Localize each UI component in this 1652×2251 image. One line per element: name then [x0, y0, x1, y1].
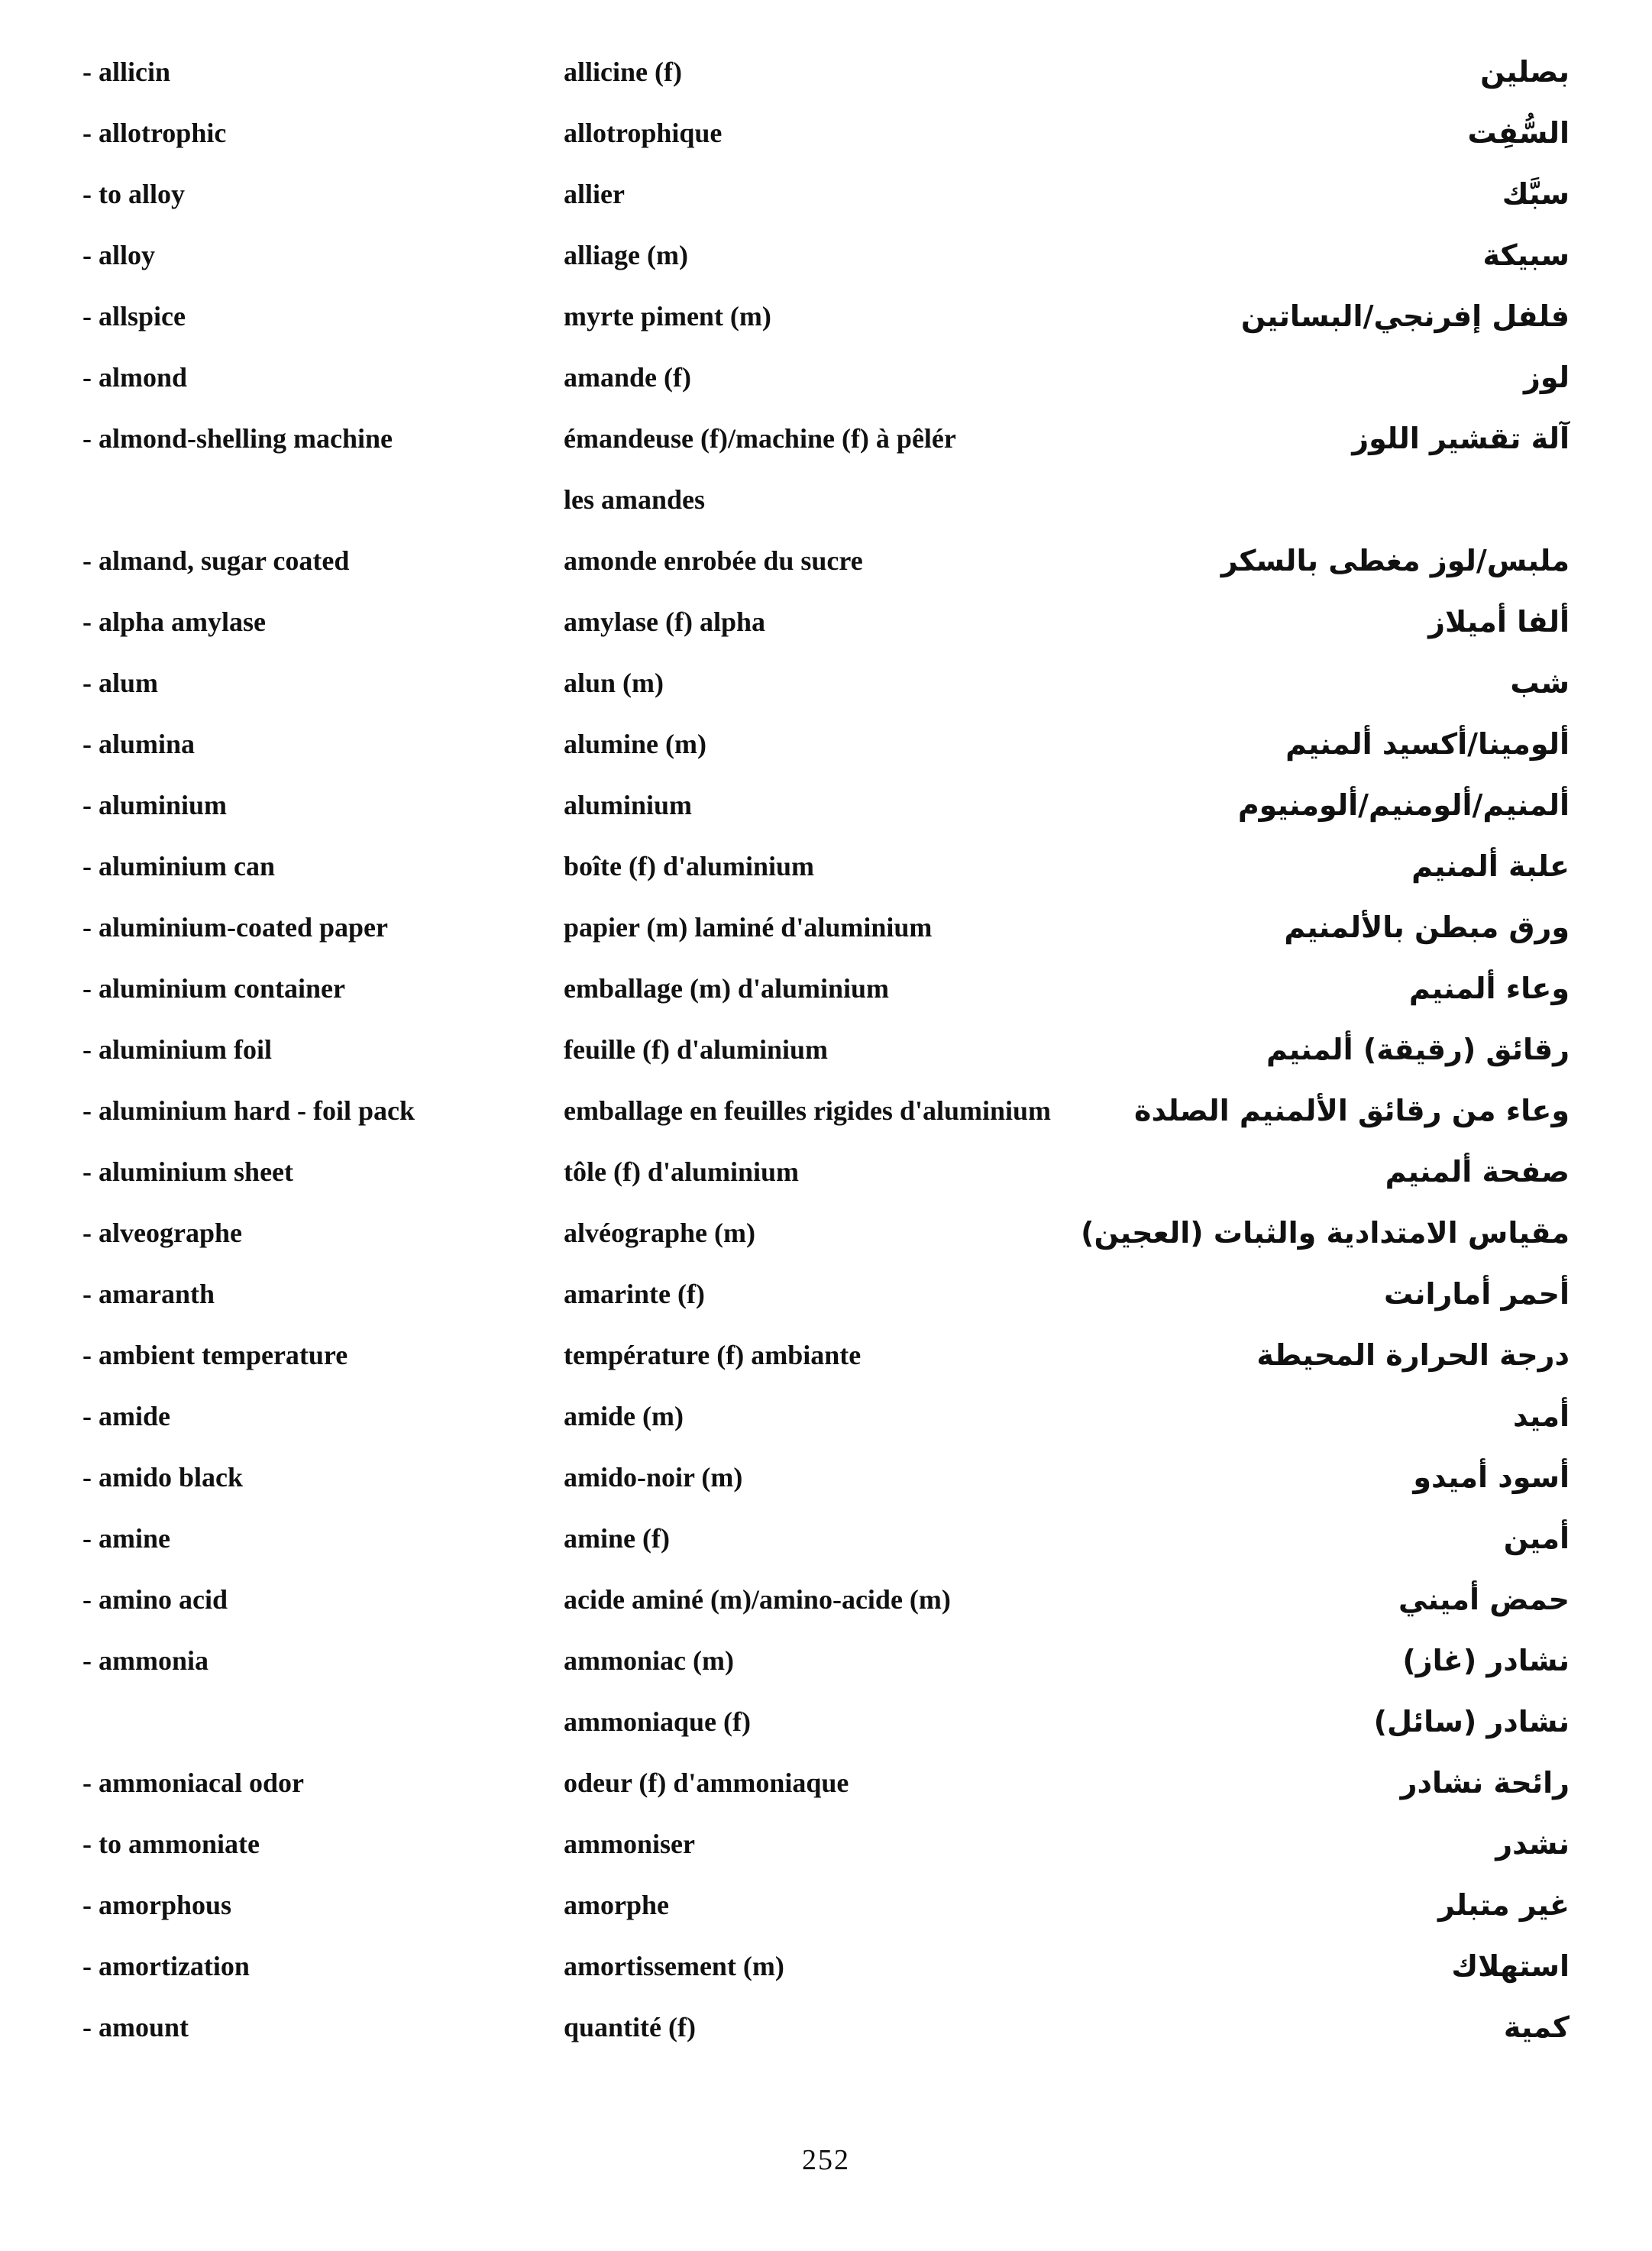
english-term: - alumina: [82, 729, 196, 759]
arabic-term: استهلاك: [1451, 1949, 1570, 1983]
french-term: émandeuse (f)/machine (f) à pêlér: [564, 423, 956, 454]
arabic-term: شب: [1510, 666, 1570, 700]
french-term: emballage (m) d'aluminium: [564, 973, 890, 1004]
french-term: amido-noir (m): [564, 1462, 743, 1493]
glossary-row: [0, 1630, 1652, 1691]
french-term: allier: [564, 179, 625, 209]
english-term: - amide: [82, 1401, 170, 1431]
glossary-row: [0, 408, 1652, 469]
arabic-term: نشدر: [1495, 1827, 1570, 1861]
glossary-row: [0, 163, 1652, 225]
glossary-row: [0, 1019, 1652, 1080]
english-term: - amine: [82, 1523, 170, 1554]
glossary-row: [0, 591, 1652, 652]
arabic-term: علبة ألمنيم: [1411, 849, 1570, 883]
english-term: - alum: [82, 668, 158, 698]
glossary-row: [0, 958, 1652, 1019]
french-term: alun (m): [564, 668, 664, 698]
glossary-row: [0, 102, 1652, 163]
english-term: - aluminium: [82, 790, 228, 820]
english-term: - alveographe: [82, 1218, 242, 1248]
french-term: amarinte (f): [564, 1279, 705, 1309]
english-term: - ambient temperature: [82, 1340, 348, 1370]
french-term: amonde enrobée du sucre: [564, 545, 863, 576]
glossary-row: [0, 775, 1652, 836]
french-term: feuille (f) d'aluminium: [564, 1034, 829, 1065]
english-term: - amortization: [82, 1951, 250, 1981]
french-term: ammoniaque (f): [564, 1706, 751, 1737]
arabic-term: بصلين: [1480, 55, 1570, 89]
english-term: - almond-shelling machine: [82, 423, 393, 454]
arabic-term: أميد: [1512, 1399, 1570, 1433]
arabic-term: حمض أميني: [1398, 1583, 1570, 1616]
french-term: boîte (f) d'aluminium: [564, 851, 815, 881]
english-term: - allotrophic: [82, 118, 227, 148]
arabic-term: ورق مبطن بالألمنيم: [1284, 910, 1570, 944]
english-term: - aluminium sheet: [82, 1156, 294, 1187]
french-term: myrte piment (m): [564, 301, 771, 332]
arabic-term: ملبس/لوز مغطى بالسكر: [1220, 544, 1570, 577]
french-term: aluminium: [564, 790, 693, 820]
english-term: - aluminium hard - foil pack: [82, 1095, 415, 1126]
arabic-term: رائحة نشادر: [1400, 1766, 1570, 1800]
arabic-term: أسود أميدو: [1413, 1460, 1570, 1494]
french-term: allotrophique: [564, 118, 723, 148]
english-term: - amaranth: [82, 1279, 215, 1309]
french-term: amortissement (m): [564, 1951, 784, 1981]
french-term: amylase (f) alpha: [564, 606, 765, 637]
arabic-term: صفحة ألمنيم: [1385, 1155, 1570, 1189]
french-term: quantité (f): [564, 2012, 696, 2042]
glossary-row: [0, 1386, 1652, 1447]
arabic-term: مقياس الامتدادية والثبات (العجين): [1081, 1216, 1570, 1250]
glossary-row: [0, 836, 1652, 897]
french-term: amine (f): [564, 1523, 670, 1554]
page-number: 252: [802, 2144, 850, 2176]
french-term: acide aminé (m)/amino-acide (m): [564, 1584, 951, 1615]
glossary-row: [0, 1936, 1652, 1997]
glossary-row: [0, 1752, 1652, 1813]
english-term: - aluminium container: [82, 973, 346, 1004]
arabic-term: آلة تقشير اللوز: [1352, 422, 1570, 455]
english-term: - aluminium foil: [82, 1034, 273, 1065]
arabic-term: ألومينا/أكسيد ألمنيم: [1285, 727, 1570, 761]
french-term: papier (m) laminé d'aluminium: [564, 912, 933, 943]
french-term: alumine (m): [564, 729, 706, 759]
english-term: - amount: [82, 2012, 189, 2042]
glossary-row: [0, 41, 1652, 102]
english-term: - amino acid: [82, 1584, 228, 1615]
glossary-row: [0, 713, 1652, 775]
french-term: tôle (f) d'aluminium: [564, 1156, 800, 1187]
glossary-row: [0, 1997, 1652, 2058]
glossary-row: [0, 347, 1652, 408]
glossary-row: [0, 1813, 1652, 1874]
arabic-term: سبيكة: [1482, 238, 1570, 272]
arabic-term: أحمر أمارانت: [1384, 1277, 1570, 1311]
english-term: - ammoniacal odor: [82, 1767, 304, 1798]
english-term: - aluminium-coated paper: [82, 912, 388, 943]
arabic-term: فلفل إفرنجي/البساتين: [1240, 299, 1570, 333]
french-term: ammoniac (m): [564, 1645, 734, 1676]
glossary-row: [0, 1263, 1652, 1324]
french-term: alliage (m): [564, 240, 688, 270]
glossary-row: [0, 1691, 1652, 1752]
glossary-row: [0, 1324, 1652, 1386]
french-term: température (f) ambiante: [564, 1340, 862, 1370]
english-term: - aluminium can: [82, 851, 276, 881]
english-term: - to alloy: [82, 179, 185, 209]
english-term: - alloy: [82, 240, 155, 270]
glossary-row: [0, 1508, 1652, 1569]
glossary-row: [0, 897, 1652, 958]
french-term: amorphe: [564, 1890, 669, 1920]
french-term: alvéographe (m): [564, 1218, 755, 1248]
english-term: - alpha amylase: [82, 606, 267, 637]
french-term: emballage en feuilles rigides d'aluminium: [564, 1095, 1052, 1126]
english-term: - to ammoniate: [82, 1829, 260, 1859]
english-term: - allicin: [82, 57, 170, 87]
arabic-term: نشادر (سائل): [1373, 1705, 1570, 1738]
french-term: amande (f): [564, 362, 691, 393]
arabic-term: كمية: [1503, 2010, 1570, 2044]
glossary-row: [0, 1874, 1652, 1936]
english-term: - ammonia: [82, 1645, 209, 1676]
arabic-term: وعاء ألمنيم: [1408, 972, 1570, 1005]
glossary-row: [0, 1447, 1652, 1508]
glossary-row: [0, 469, 1652, 530]
glossary-row: [0, 530, 1652, 591]
arabic-term: وعاء من رقائق الألمنيم الصلدة: [1134, 1094, 1570, 1127]
glossary-row: [0, 1202, 1652, 1263]
french-term: les amandes: [564, 484, 706, 515]
arabic-term: درجة الحرارة المحيطة: [1256, 1338, 1570, 1372]
arabic-term: رقائق (رقيقة) ألمنيم: [1266, 1033, 1570, 1066]
arabic-term: لوز: [1524, 361, 1570, 394]
french-term: allicine (f): [564, 57, 682, 87]
english-term: - amido black: [82, 1462, 244, 1493]
arabic-term: غير متبلر: [1437, 1888, 1570, 1922]
french-term: ammoniser: [564, 1829, 695, 1859]
english-term: - amorphous: [82, 1890, 232, 1920]
arabic-term: ألفا أميلاز: [1428, 605, 1570, 639]
glossary-row: [0, 652, 1652, 713]
arabic-term: سبَّك: [1502, 177, 1570, 211]
glossary-row: [0, 1141, 1652, 1202]
glossary-row: [0, 286, 1652, 347]
arabic-term: السُّفِت: [1467, 116, 1570, 150]
arabic-term: أمين: [1503, 1522, 1570, 1555]
french-term: odeur (f) d'ammoniaque: [564, 1767, 849, 1798]
glossary-row: [0, 1569, 1652, 1630]
arabic-term: ألمنيم/ألومنيم/ألومنيوم: [1237, 788, 1570, 822]
english-term: - almand, sugar coated: [82, 545, 350, 576]
glossary-row: [0, 225, 1652, 286]
arabic-term: نشادر (غاز): [1402, 1644, 1570, 1677]
english-term: - allspice: [82, 301, 186, 332]
glossary-row: [0, 1080, 1652, 1141]
french-term: amide (m): [564, 1401, 684, 1431]
english-term: - almond: [82, 362, 188, 393]
